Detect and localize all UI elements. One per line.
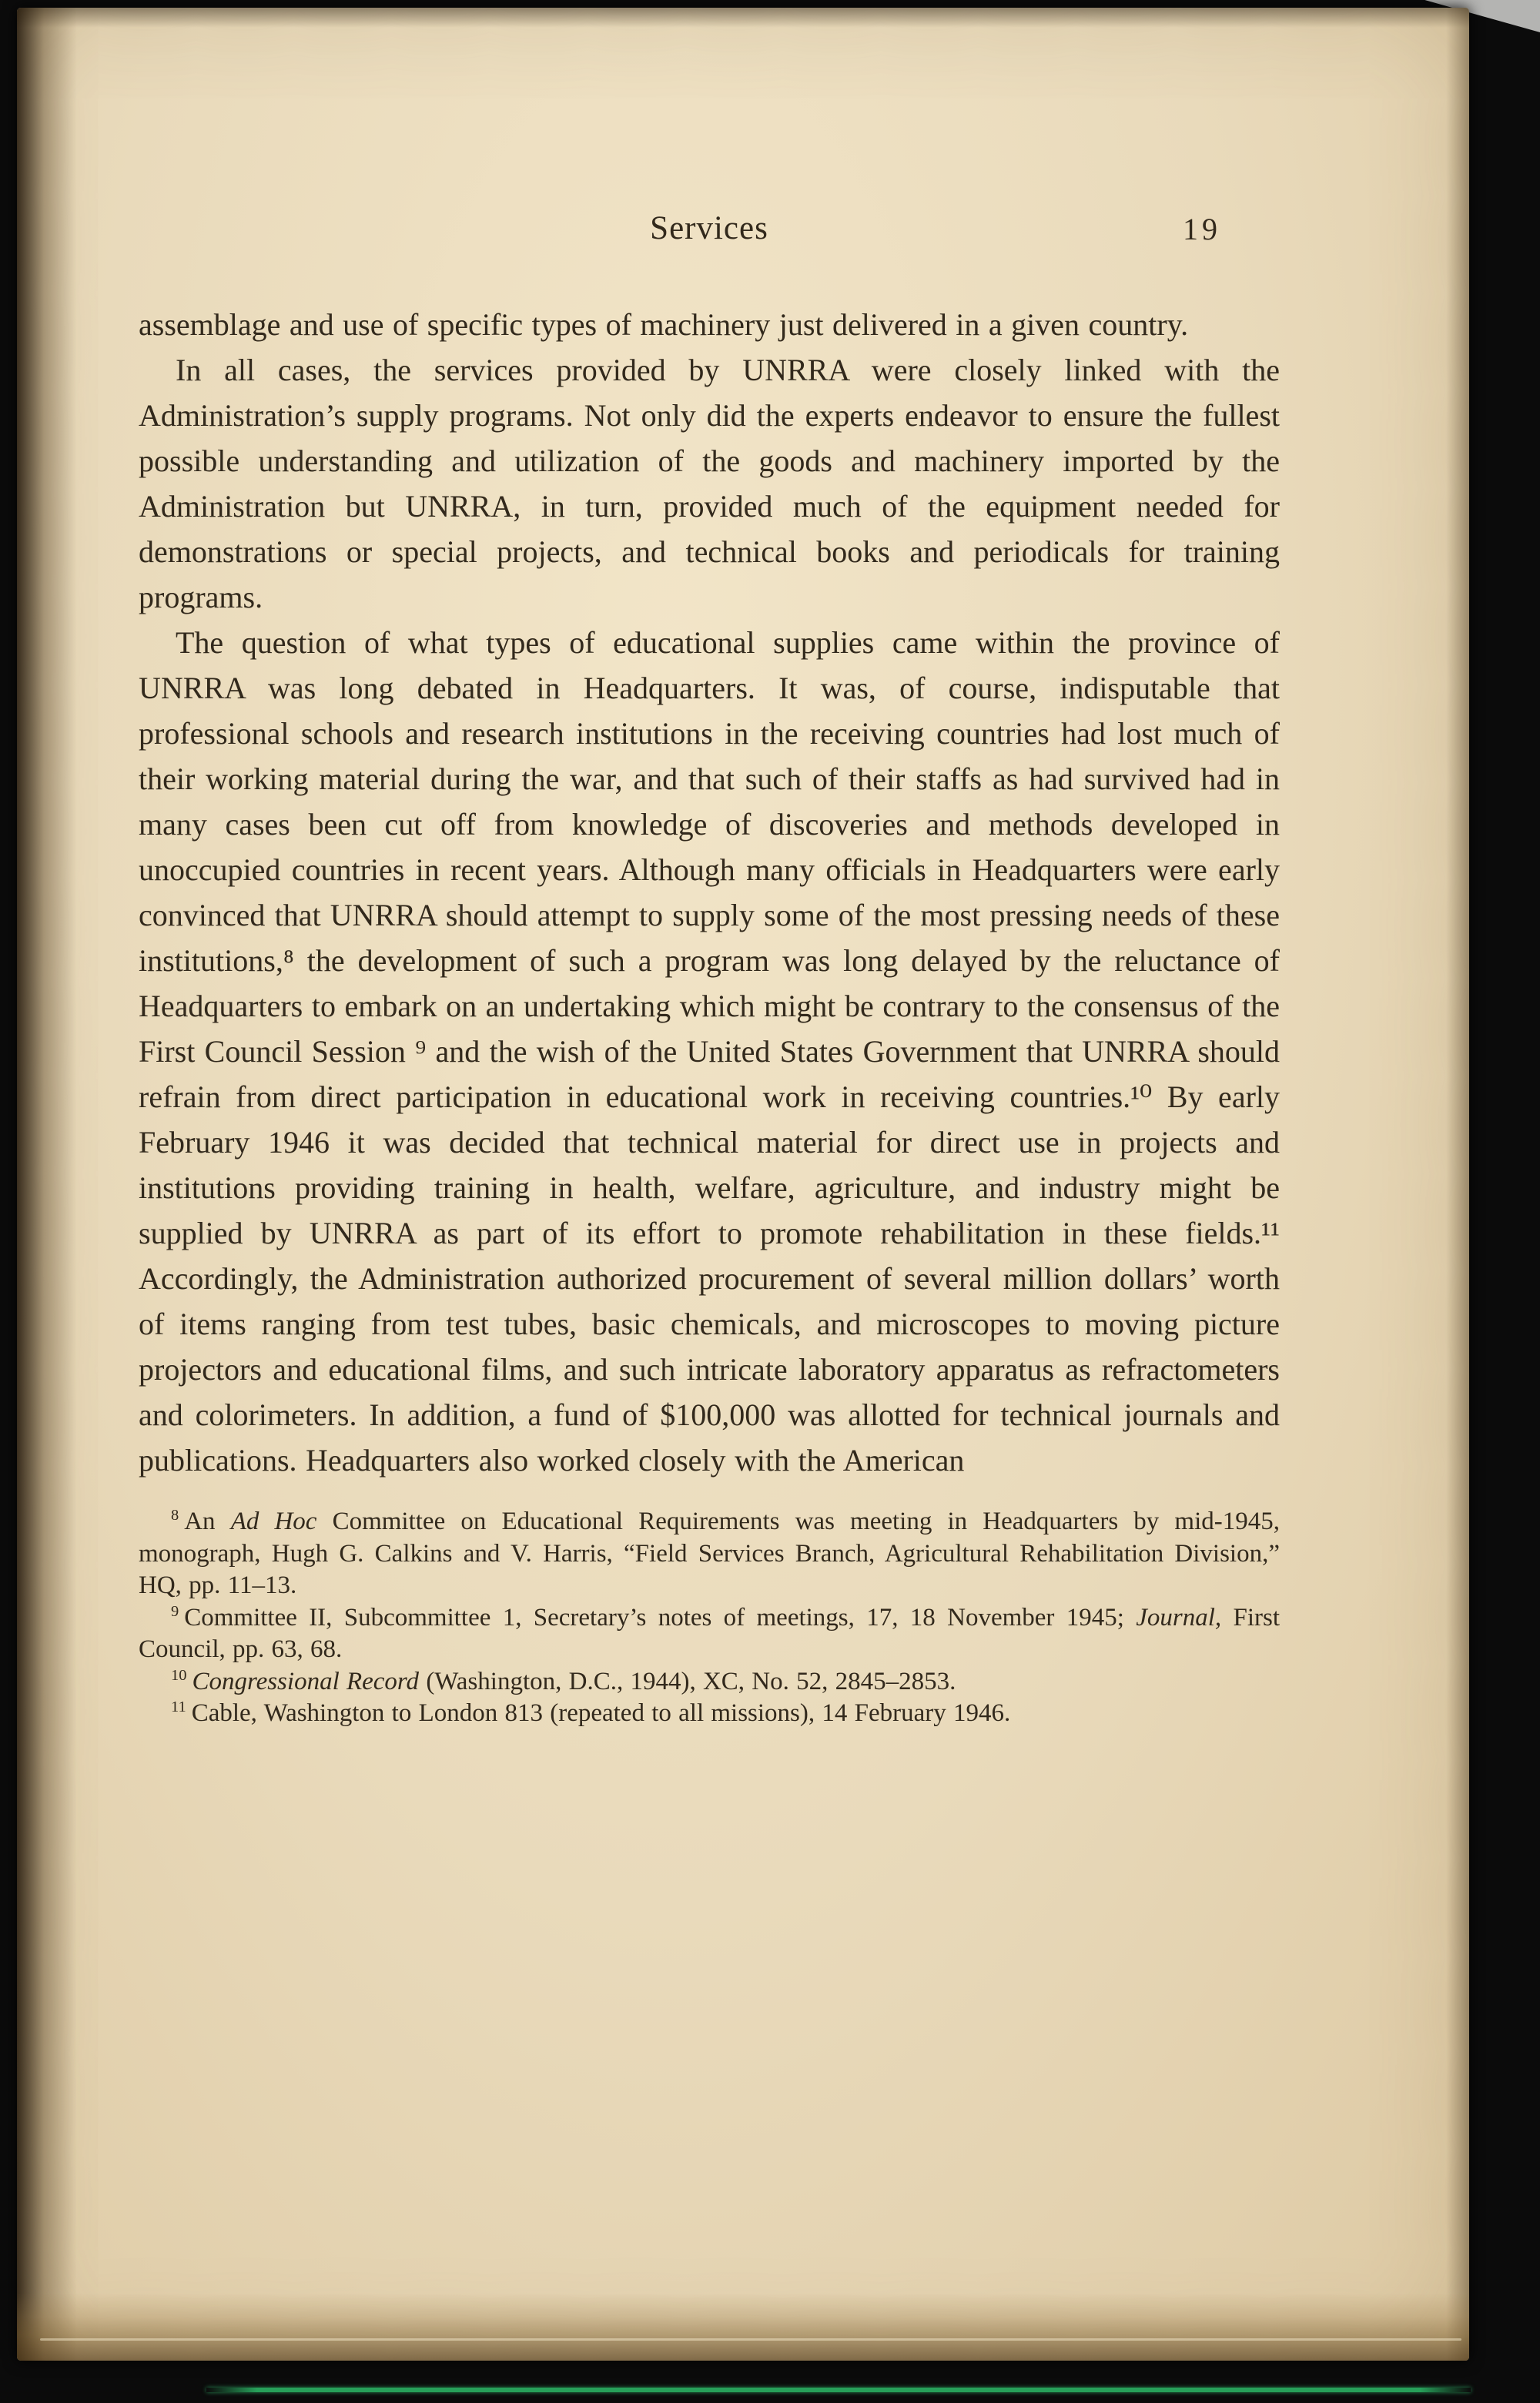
page-content xyxy=(139,209,1280,1730)
footnotes xyxy=(139,1506,1280,1730)
running-head-title: Services xyxy=(650,210,768,246)
footnote xyxy=(139,1666,1280,1698)
footnote xyxy=(139,1602,1280,1666)
scan-artifact-green-line xyxy=(206,2388,1471,2392)
footnote-text: First Council, pp. 63, 68. xyxy=(139,1603,1280,1663)
page-top-shadow xyxy=(17,8,1469,28)
footnote xyxy=(139,1506,1280,1602)
paragraph: In all cases, the services provided by UNRRA were closely linked with the Administration’s supply programs. Not only did the experts endeavor to ensure the fullest possible understanding and utilization of the goods and machinery imported by the Administration but UNRRA, in turn, provided much of the equipment needed for demonstrations or special projects, and technical books and periodicals for training programs. xyxy=(139,353,1280,614)
footnote-text: Committee on Educational Requirements was meeting in Headquarters by mid-1945, monograph, Hugh G. Calkins and V. Harris, “Field Services Branch, Agricultural Rehabilitation Division,” HQ, pp. 11–13. xyxy=(139,1508,1280,1599)
paragraph: assemblage and use of specific types of machinery just delivered in a given country. xyxy=(139,307,1189,342)
running-head xyxy=(139,209,1280,257)
page-right-shadow xyxy=(1446,8,1469,2361)
footnote-marker: 9 xyxy=(171,1602,179,1620)
footnote-marker: 10 xyxy=(171,1666,187,1684)
footnote-text: Cable, Washington to London 813 (repeated to all missions), 14 February 1946. xyxy=(191,1699,1011,1727)
page-number: 19 xyxy=(1183,212,1221,246)
book-page xyxy=(17,8,1469,2361)
page-gutter-shadow xyxy=(17,8,77,2361)
footnote xyxy=(139,1698,1280,1730)
footnote-marker: 11 xyxy=(171,1698,186,1715)
body-text xyxy=(139,302,1280,1483)
footnote-text: Committee II, Subcommittee 1, Secretary’s notes of meetings, 17, 18 November 1945; xyxy=(184,1603,1137,1632)
footnote-italic-text: Ad Hoc xyxy=(230,1508,317,1535)
paragraph: The question of what types of educational supplies came within the province of UNRRA was long debated in Headquarters. It was, of course, indisputable that professional schools and research institutions in the receiving countries had lost much of their working material during the war, and that such of their staffs as had survived had in many cases been cut off from knowledge of discoveries and methods developed in unoccupied countries in recent years. Although many officials in Headquarters were early convinced that UNRRA should attempt to supply some of the most pressing needs of these institutions,⁸ the development of such a program was long delayed by the reluctance of Headquarters to embark on an undertaking which might be contrary to the consensus of the First Council Session ⁹ and the wish of the United States Government that UNRRA should refrain from direct participation in educational work in receiving countries.¹⁰ By early February 1946 it was decided that technical material for direct use in projects and institutions providing training in health, welfare, agriculture, and industry might be supplied by UNRRA as part of its effort to promote rehabilitation in these fields.¹¹ Accordingly, the Administration authorized procurement of several million dollars’ worth of items ranging from test tubes, basic chemicals, and microscopes to moving picture projectors and educational films, and such intricate laboratory apparatus as refractometers and colorimeters. In addition, a fund of $100,000 was allotted for technical journals and publications. Headquarters also worked closely with the American xyxy=(139,625,1280,1478)
footnote-text: An xyxy=(184,1508,231,1535)
footnote-text: (Washington, D.C., 1944), XC, No. 52, 2845–2853. xyxy=(419,1667,956,1695)
footnote-italic-text: Congressional Record xyxy=(192,1667,420,1695)
footnote-marker: 8 xyxy=(171,1507,179,1524)
footnote-italic-text: Journal, xyxy=(1136,1603,1222,1632)
page-bottom-edges xyxy=(17,2293,1469,2361)
